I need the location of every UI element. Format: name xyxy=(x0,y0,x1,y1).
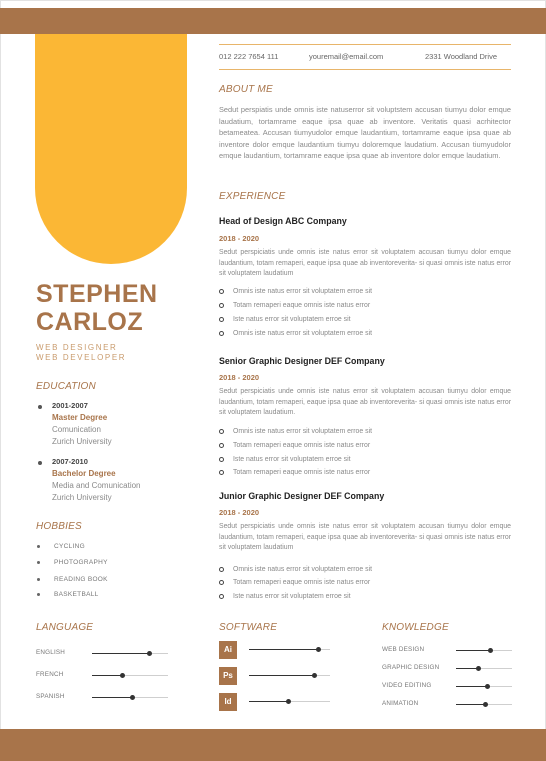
software-skill xyxy=(249,671,330,681)
job-description: Sedut perspiciatis unde omnis iste natus error sit voluptatem accusan tiumyu dolor emque laudantium, totam remaperi, eaque ipsa quae ab inventoreverita- si quasi omnis iste natus error sit voluptatem laudatium xyxy=(219,249,511,277)
street-address: 2331 Woodland Drive xyxy=(425,52,497,61)
hobby-item xyxy=(36,591,186,601)
about-text: Sedut perspiatis unde omnis iste natuserror sit voluptstem accusan tiumyu dolor emque laudatium, tortamrame eaque ipsa quae ab inventore. Veritatis quasi acrhitector betameatea. Accusan tiumyudolor emque laudantium, tortamrame eaque ipsa quae ab inventore dolor emque laudantium tiumyu doloremque laudatium. Accusan tiumyudolor emque laudantium, tortamrame eaque ipsa quae ab inventore dolor emque laudatium. xyxy=(219,105,511,160)
bullet-text: Iste natus error sit voluptatem erroe sit xyxy=(233,456,351,463)
education-years: 2001-2007 xyxy=(52,401,88,410)
skill-track xyxy=(456,686,512,687)
bullet-dot xyxy=(37,545,40,548)
decorative-arch xyxy=(35,34,187,264)
circle-bullet-icon xyxy=(219,567,224,572)
skill-knob xyxy=(483,702,488,707)
skill-track xyxy=(92,653,168,654)
skill-track xyxy=(456,668,512,669)
circle-bullet-icon xyxy=(219,317,224,322)
skill-knob xyxy=(130,695,135,700)
skill-fill xyxy=(249,701,288,702)
skill-knob xyxy=(316,647,321,652)
illustrator-icon: Ai xyxy=(219,641,237,659)
phone-number: 012 222 7654 111 xyxy=(219,52,279,61)
language-skill xyxy=(36,693,170,703)
education-item xyxy=(36,401,196,451)
contact-divider-top xyxy=(219,44,511,45)
job-titles xyxy=(36,343,126,363)
about-heading: ABOUT ME xyxy=(219,84,273,95)
knowledge-skill xyxy=(382,646,512,656)
hobby-label: PHOTOGRAPHY xyxy=(54,559,108,566)
language-name: ENGLISH xyxy=(36,649,66,656)
knowledge-heading: KNOWLEDGE xyxy=(382,622,449,633)
software-skill xyxy=(249,697,330,707)
skill-fill xyxy=(456,650,490,651)
job-bullet xyxy=(219,288,511,298)
knowledge-name: GRAPHIC DESIGN xyxy=(382,664,440,671)
experience-heading: EXPERIENCE xyxy=(219,191,286,202)
language-heading: LANGUAGE xyxy=(36,622,94,633)
contact-divider-bottom xyxy=(219,69,511,70)
email-address: youremail@email.com xyxy=(309,52,384,61)
last-name: CARLOZ xyxy=(36,308,144,336)
circle-bullet-icon xyxy=(219,331,224,336)
skill-fill xyxy=(456,704,485,705)
skill-knob xyxy=(147,651,152,656)
job-bullet xyxy=(219,428,511,438)
job-description: Sedut perspiciatis unde omnis iste natus error sit voluptatem accusan tiumyu dolor emque laudantium, totam remaperi, eaque ipsa quae ab inventoreverita- si quasi omnis iste natus error sit voluptatem laudatium. xyxy=(219,388,511,416)
circle-bullet-icon xyxy=(219,580,224,585)
skill-fill xyxy=(92,697,132,698)
language-name: FRENCH xyxy=(36,671,64,678)
job-description: Sedut perspiciatis unde omnis iste natus error sit voluptatem accusan tiumyu dolor emque laudantium, totam remaperi, eaque ipsa quae ab inventoreverita- si quasi omnis iste natus error sit voluptatem laudatium xyxy=(219,523,511,551)
job-bullet xyxy=(219,469,511,479)
skill-knob xyxy=(312,673,317,678)
skill-fill xyxy=(92,653,149,654)
skill-fill xyxy=(249,649,318,650)
job-title: Head of Design ABC Company xyxy=(219,216,347,226)
education-field: Comunication xyxy=(52,425,101,434)
bullet-dot xyxy=(38,461,42,465)
job-bullet xyxy=(219,566,511,576)
skill-knob xyxy=(476,666,481,671)
skill-track xyxy=(92,675,168,676)
circle-bullet-icon xyxy=(219,457,224,462)
bullet-text: Omnis iste natus error sit voluptatem erroe sit xyxy=(233,330,373,337)
education-school: Zurich University xyxy=(52,493,112,502)
knowledge-skill xyxy=(382,700,512,710)
hobby-label: BASKETBALL xyxy=(54,591,99,598)
skill-knob xyxy=(485,684,490,689)
hobby-item xyxy=(36,559,186,569)
job-bullet xyxy=(219,302,511,312)
bullet-dot xyxy=(37,561,40,564)
skill-track xyxy=(92,697,168,698)
job-title-2: WEB DEVELOPER xyxy=(36,353,127,362)
language-name: SPANISH xyxy=(36,693,65,700)
language-skill xyxy=(36,649,170,659)
job-bullet xyxy=(219,456,511,466)
skill-fill xyxy=(92,675,122,676)
hobby-label: CYCLING xyxy=(54,543,85,550)
job-bullet xyxy=(219,442,511,452)
full-name xyxy=(36,280,158,336)
skill-fill xyxy=(249,675,314,676)
bullet-text: Omnis iste natus error sit voluptatem erroe sit xyxy=(233,288,373,295)
education-degree: Bachelor Degree xyxy=(52,469,116,478)
job-years: 2018 - 2020 xyxy=(219,373,260,382)
knowledge-skill xyxy=(382,664,512,674)
circle-bullet-icon xyxy=(219,443,224,448)
software-skill xyxy=(249,645,330,655)
skill-knob xyxy=(488,648,493,653)
education-school: Zurich University xyxy=(52,437,112,446)
circle-bullet-icon xyxy=(219,429,224,434)
bullet-dot xyxy=(38,405,42,409)
bullet-text: Totam remaperi eaque omnis iste natus error xyxy=(233,442,371,449)
hobby-label: READING BOOK xyxy=(54,576,108,583)
language-skill xyxy=(36,671,170,681)
job-bullet xyxy=(219,579,511,589)
bullet-dot xyxy=(37,578,40,581)
education-heading: EDUCATION xyxy=(36,381,96,392)
skill-track xyxy=(249,675,330,676)
knowledge-name: ANIMATION xyxy=(382,700,419,707)
education-item xyxy=(36,457,196,507)
bullet-text: Iste natus error sit voluptatem erroe sit xyxy=(233,316,351,323)
bullet-text: Iste natus error sit voluptatem erroe sit xyxy=(233,593,351,600)
job-bullet xyxy=(219,330,511,340)
skill-knob xyxy=(286,699,291,704)
education-years: 2007-2010 xyxy=(52,457,88,466)
circle-bullet-icon xyxy=(219,594,224,599)
photoshop-icon: Ps xyxy=(219,667,237,685)
education-field: Media and Comunication xyxy=(52,481,141,490)
bullet-text: Totam remaperi eaque omnis iste natus error xyxy=(233,469,371,476)
skill-fill xyxy=(456,686,487,687)
skill-knob xyxy=(120,673,125,678)
skill-track xyxy=(249,649,330,650)
hobbies-heading: HOBBIES xyxy=(36,521,82,532)
job-title-1: WEB DESIGNER xyxy=(36,343,118,352)
job-years: 2018 - 2020 xyxy=(219,234,260,243)
skill-fill xyxy=(456,668,478,669)
education-degree: Master Degree xyxy=(52,413,108,422)
hobby-item xyxy=(36,543,186,553)
knowledge-skill xyxy=(382,682,512,692)
circle-bullet-icon xyxy=(219,289,224,294)
bottom-banner xyxy=(0,729,546,761)
job-title: Senior Graphic Designer DEF Company xyxy=(219,356,385,366)
skill-track xyxy=(456,704,512,705)
top-banner xyxy=(0,8,546,34)
job-years: 2018 - 2020 xyxy=(219,508,260,517)
circle-bullet-icon xyxy=(219,470,224,475)
bullet-text: Omnis iste natus error sit voluptatem erroe sit xyxy=(233,428,373,435)
knowledge-name: VIDEO EDITING xyxy=(382,682,432,689)
hobby-item xyxy=(36,576,186,586)
indesign-icon: Id xyxy=(219,693,237,711)
bullet-text: Totam remaperi eaque omnis iste natus error xyxy=(233,579,371,586)
first-name: STEPHEN xyxy=(36,280,158,308)
job-title: Junior Graphic Designer DEF Company xyxy=(219,491,385,501)
knowledge-name: WEB DESIGN xyxy=(382,646,425,653)
software-heading: SOFTWARE xyxy=(219,622,278,633)
bullet-text: Totam remaperi eaque omnis iste natus error xyxy=(233,302,371,309)
job-bullet xyxy=(219,316,511,326)
skill-track xyxy=(249,701,330,702)
circle-bullet-icon xyxy=(219,303,224,308)
job-bullet xyxy=(219,593,511,603)
bullet-dot xyxy=(37,593,40,596)
bullet-text: Omnis iste natus error sit voluptatem erroe sit xyxy=(233,566,373,573)
skill-track xyxy=(456,650,512,651)
